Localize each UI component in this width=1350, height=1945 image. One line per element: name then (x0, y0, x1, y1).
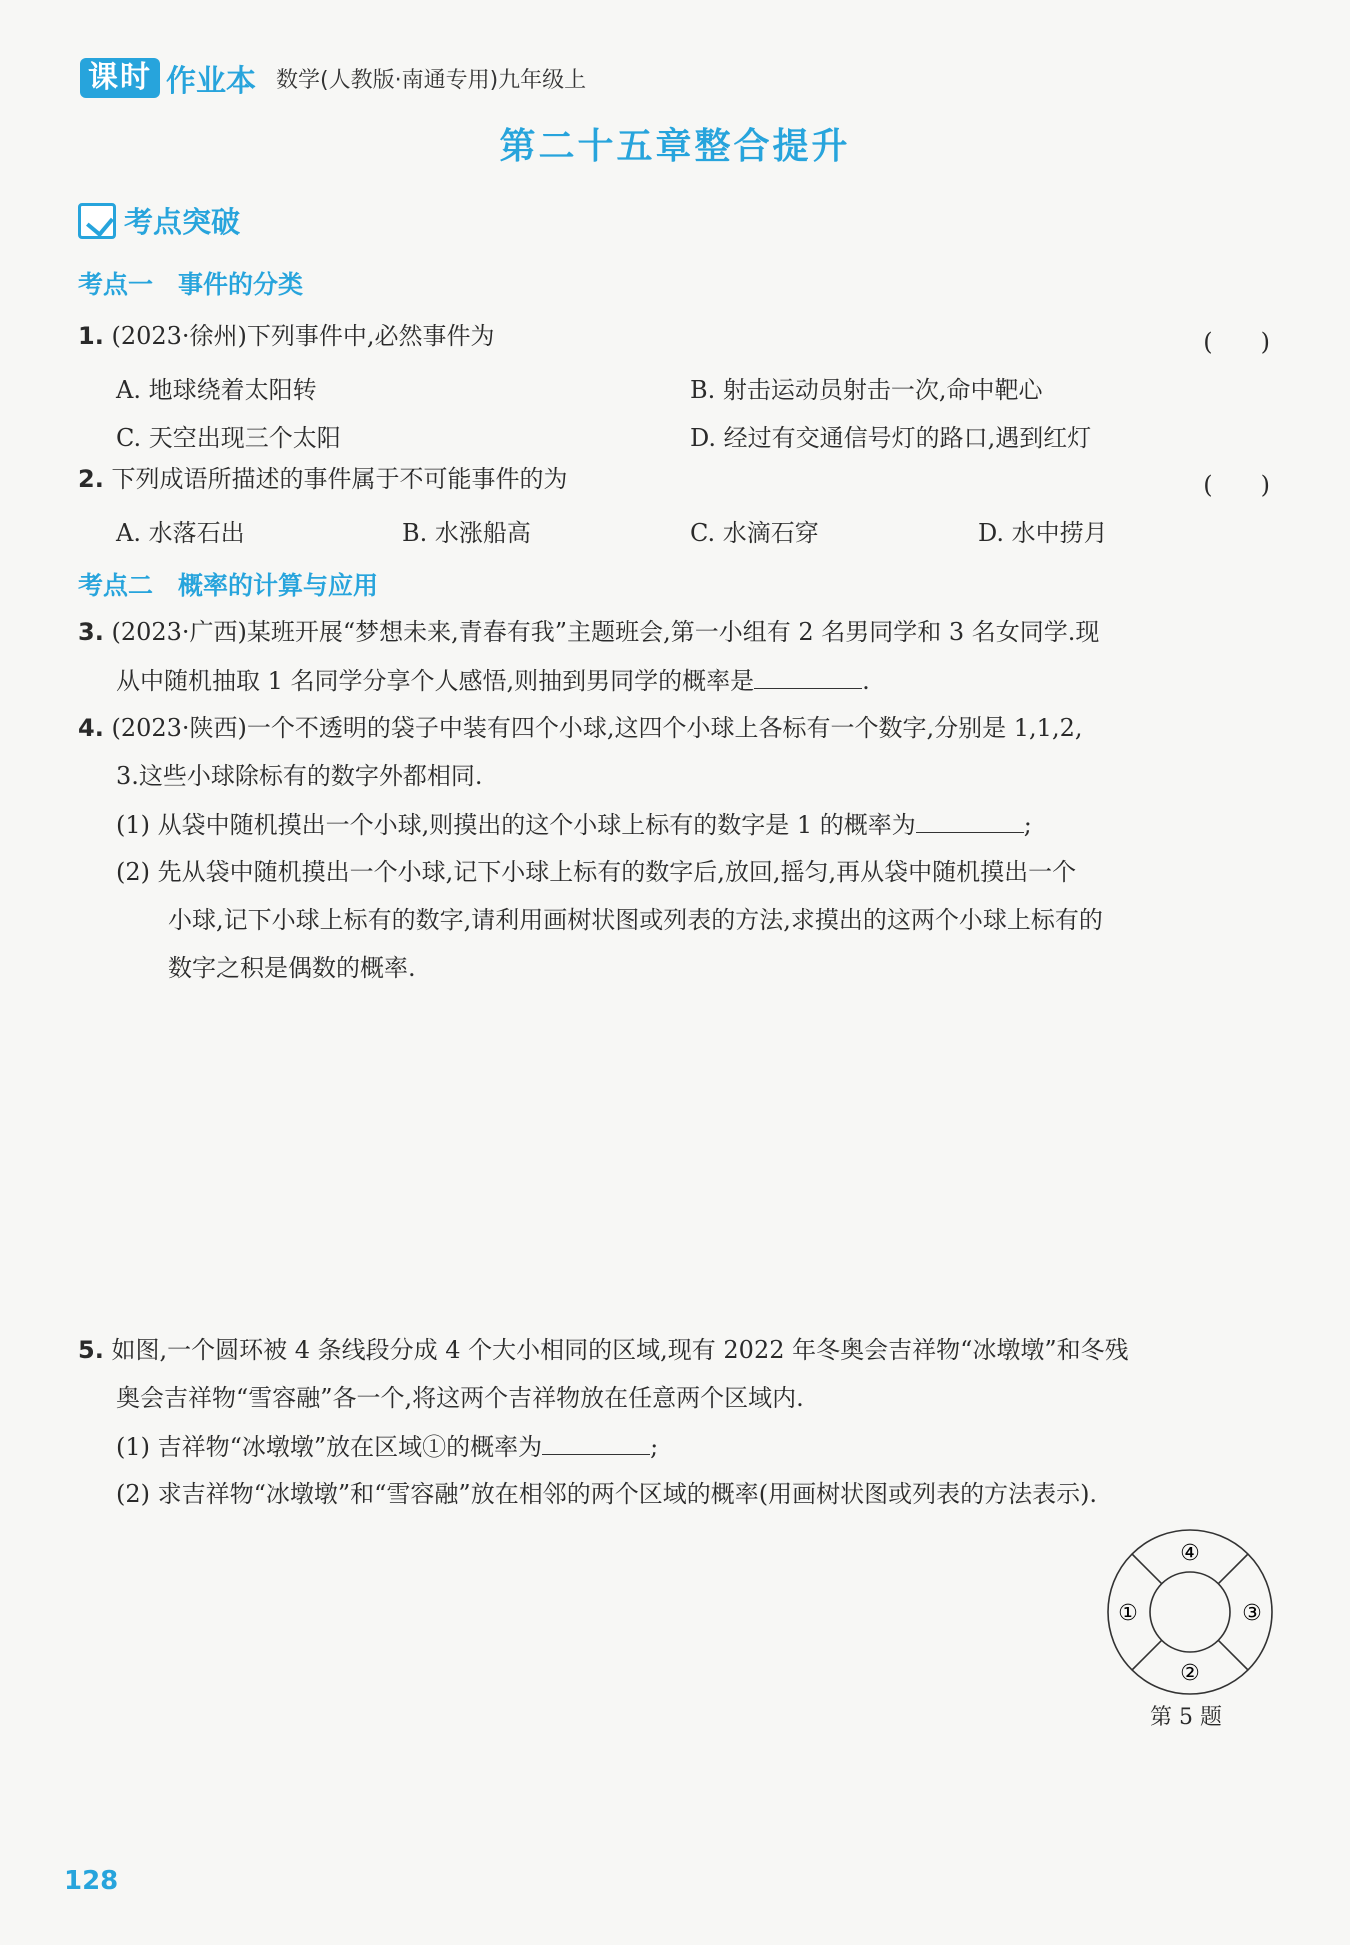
question-stem: (2023·徐州)下列事件中,必然事件为 (111, 322, 495, 350)
answer-blank[interactable] (542, 1430, 650, 1455)
question-number: 1. (78, 322, 104, 350)
question-number: 5. (78, 1336, 104, 1364)
region-label-3: ③ (1242, 1601, 1262, 1626)
key-point-1-heading: 考点一 事件的分类 (78, 270, 304, 299)
ring-diagram (1100, 1522, 1280, 1702)
figure-caption: 第 5 题 (1150, 1705, 1222, 1730)
page-header (80, 56, 586, 100)
inner-circle (1150, 1572, 1230, 1652)
page-number: 128 (64, 1866, 119, 1896)
question-number: 4. (78, 714, 104, 742)
option-a: A. 地球绕着太阳转 (116, 376, 317, 404)
question-2 (78, 463, 567, 495)
brand-badge: 课时 (80, 58, 160, 98)
question-3-line-1 (78, 616, 1099, 648)
option-c: C. 天空出现三个太阳 (116, 424, 341, 452)
chapter-title: 第二十五章整合提升 (499, 125, 851, 167)
question-text-end: ; (1023, 811, 1032, 839)
answer-parentheses: ( ) (1203, 471, 1270, 499)
question-text: (2023·广西)某班开展“梦想未来,青春有我”主题班会,第一小组有 2 名男同学和 3 名女同学.现 (111, 618, 1100, 646)
question-5-line-2: 奥会吉祥物“雪容融”各一个,将这两个吉祥物放在任意两个区域内. (116, 1384, 804, 1412)
question-5-line-1 (78, 1334, 1129, 1366)
question-4-part-2-line-1: (2) 先从袋中随机摸出一个小球,记下小球上标有的数字后,放回,摇匀,再从袋中随机摸出一个 (116, 858, 1077, 886)
question-4-part-1 (116, 808, 1032, 841)
divider-line (1218, 1640, 1248, 1670)
brand-name: 作业本 (166, 64, 256, 99)
question-number: 2. (78, 465, 104, 493)
question-4-part-2-line-3: 数字之积是偶数的概率. (168, 954, 416, 982)
question-text: 从中随机抽取 1 名同学分享个人感悟,则抽到男同学的概率是 (116, 667, 755, 695)
question-text: (1) 从袋中随机摸出一个小球,则摸出的这个小球上标有的数字是 1 的概率为 (116, 811, 916, 839)
question-text: 如图,一个圆环被 4 条线段分成 4 个大小相同的区域,现有 2022 年冬奥会吉祥物“冰墩墩”和冬残 (111, 1336, 1129, 1364)
key-point-2-heading: 考点二 概率的计算与应用 (78, 571, 379, 600)
question-4-line-1 (78, 712, 1082, 744)
answer-blank[interactable] (916, 808, 1024, 833)
region-label-1: ① (1118, 1601, 1138, 1626)
question-5-part-2: (2) 求吉祥物“冰墩墩”和“雪容融”放在相邻的两个区域的概率(用画树状图或列表的方法表示). (116, 1480, 1098, 1508)
divider-line (1218, 1554, 1248, 1584)
option-d: D. 经过有交通信号灯的路口,遇到红灯 (690, 424, 1092, 452)
question-text-end: . (862, 667, 870, 695)
answer-blank[interactable] (754, 664, 862, 689)
divider-line (1132, 1640, 1162, 1670)
question-text-end: ; (650, 1433, 659, 1461)
option-d: D. 水中捞月 (978, 519, 1108, 547)
question-3-line-2 (116, 664, 870, 697)
question-text: (1) 吉祥物“冰墩墩”放在区域①的概率为 (116, 1433, 543, 1461)
section-label: 考点突破 (124, 205, 241, 239)
question-4-line-2: 3.这些小球除标有的数字外都相同. (116, 762, 483, 790)
answer-parentheses: ( ) (1203, 328, 1270, 356)
question-stem: 下列成语所描述的事件属于不可能事件的为 (111, 465, 568, 493)
region-label-2: ② (1180, 1661, 1200, 1686)
book-info: 数学(人教版·南通专用)九年级上 (276, 67, 587, 93)
section-heading (78, 200, 240, 241)
divider-line (1132, 1554, 1162, 1584)
option-b: B. 水涨船高 (402, 519, 531, 547)
question-5-part-1 (116, 1430, 658, 1463)
question-number: 3. (78, 618, 104, 646)
option-c: C. 水滴石穿 (690, 519, 819, 547)
question-text: (2023·陕西)一个不透明的袋子中装有四个小球,这四个小球上各标有一个数字,分别是 1,1,2, (111, 714, 1083, 742)
check-square-icon (78, 203, 116, 239)
question-4-part-2-line-2: 小球,记下小球上标有的数字,请利用画树状图或列表的方法,求摸出的这两个小球上标有的 (168, 906, 1103, 934)
option-a: A. 水落石出 (116, 519, 245, 547)
question-1 (78, 320, 495, 352)
option-b: B. 射击运动员射击一次,命中靶心 (690, 376, 1043, 404)
region-label-4: ④ (1180, 1541, 1200, 1566)
